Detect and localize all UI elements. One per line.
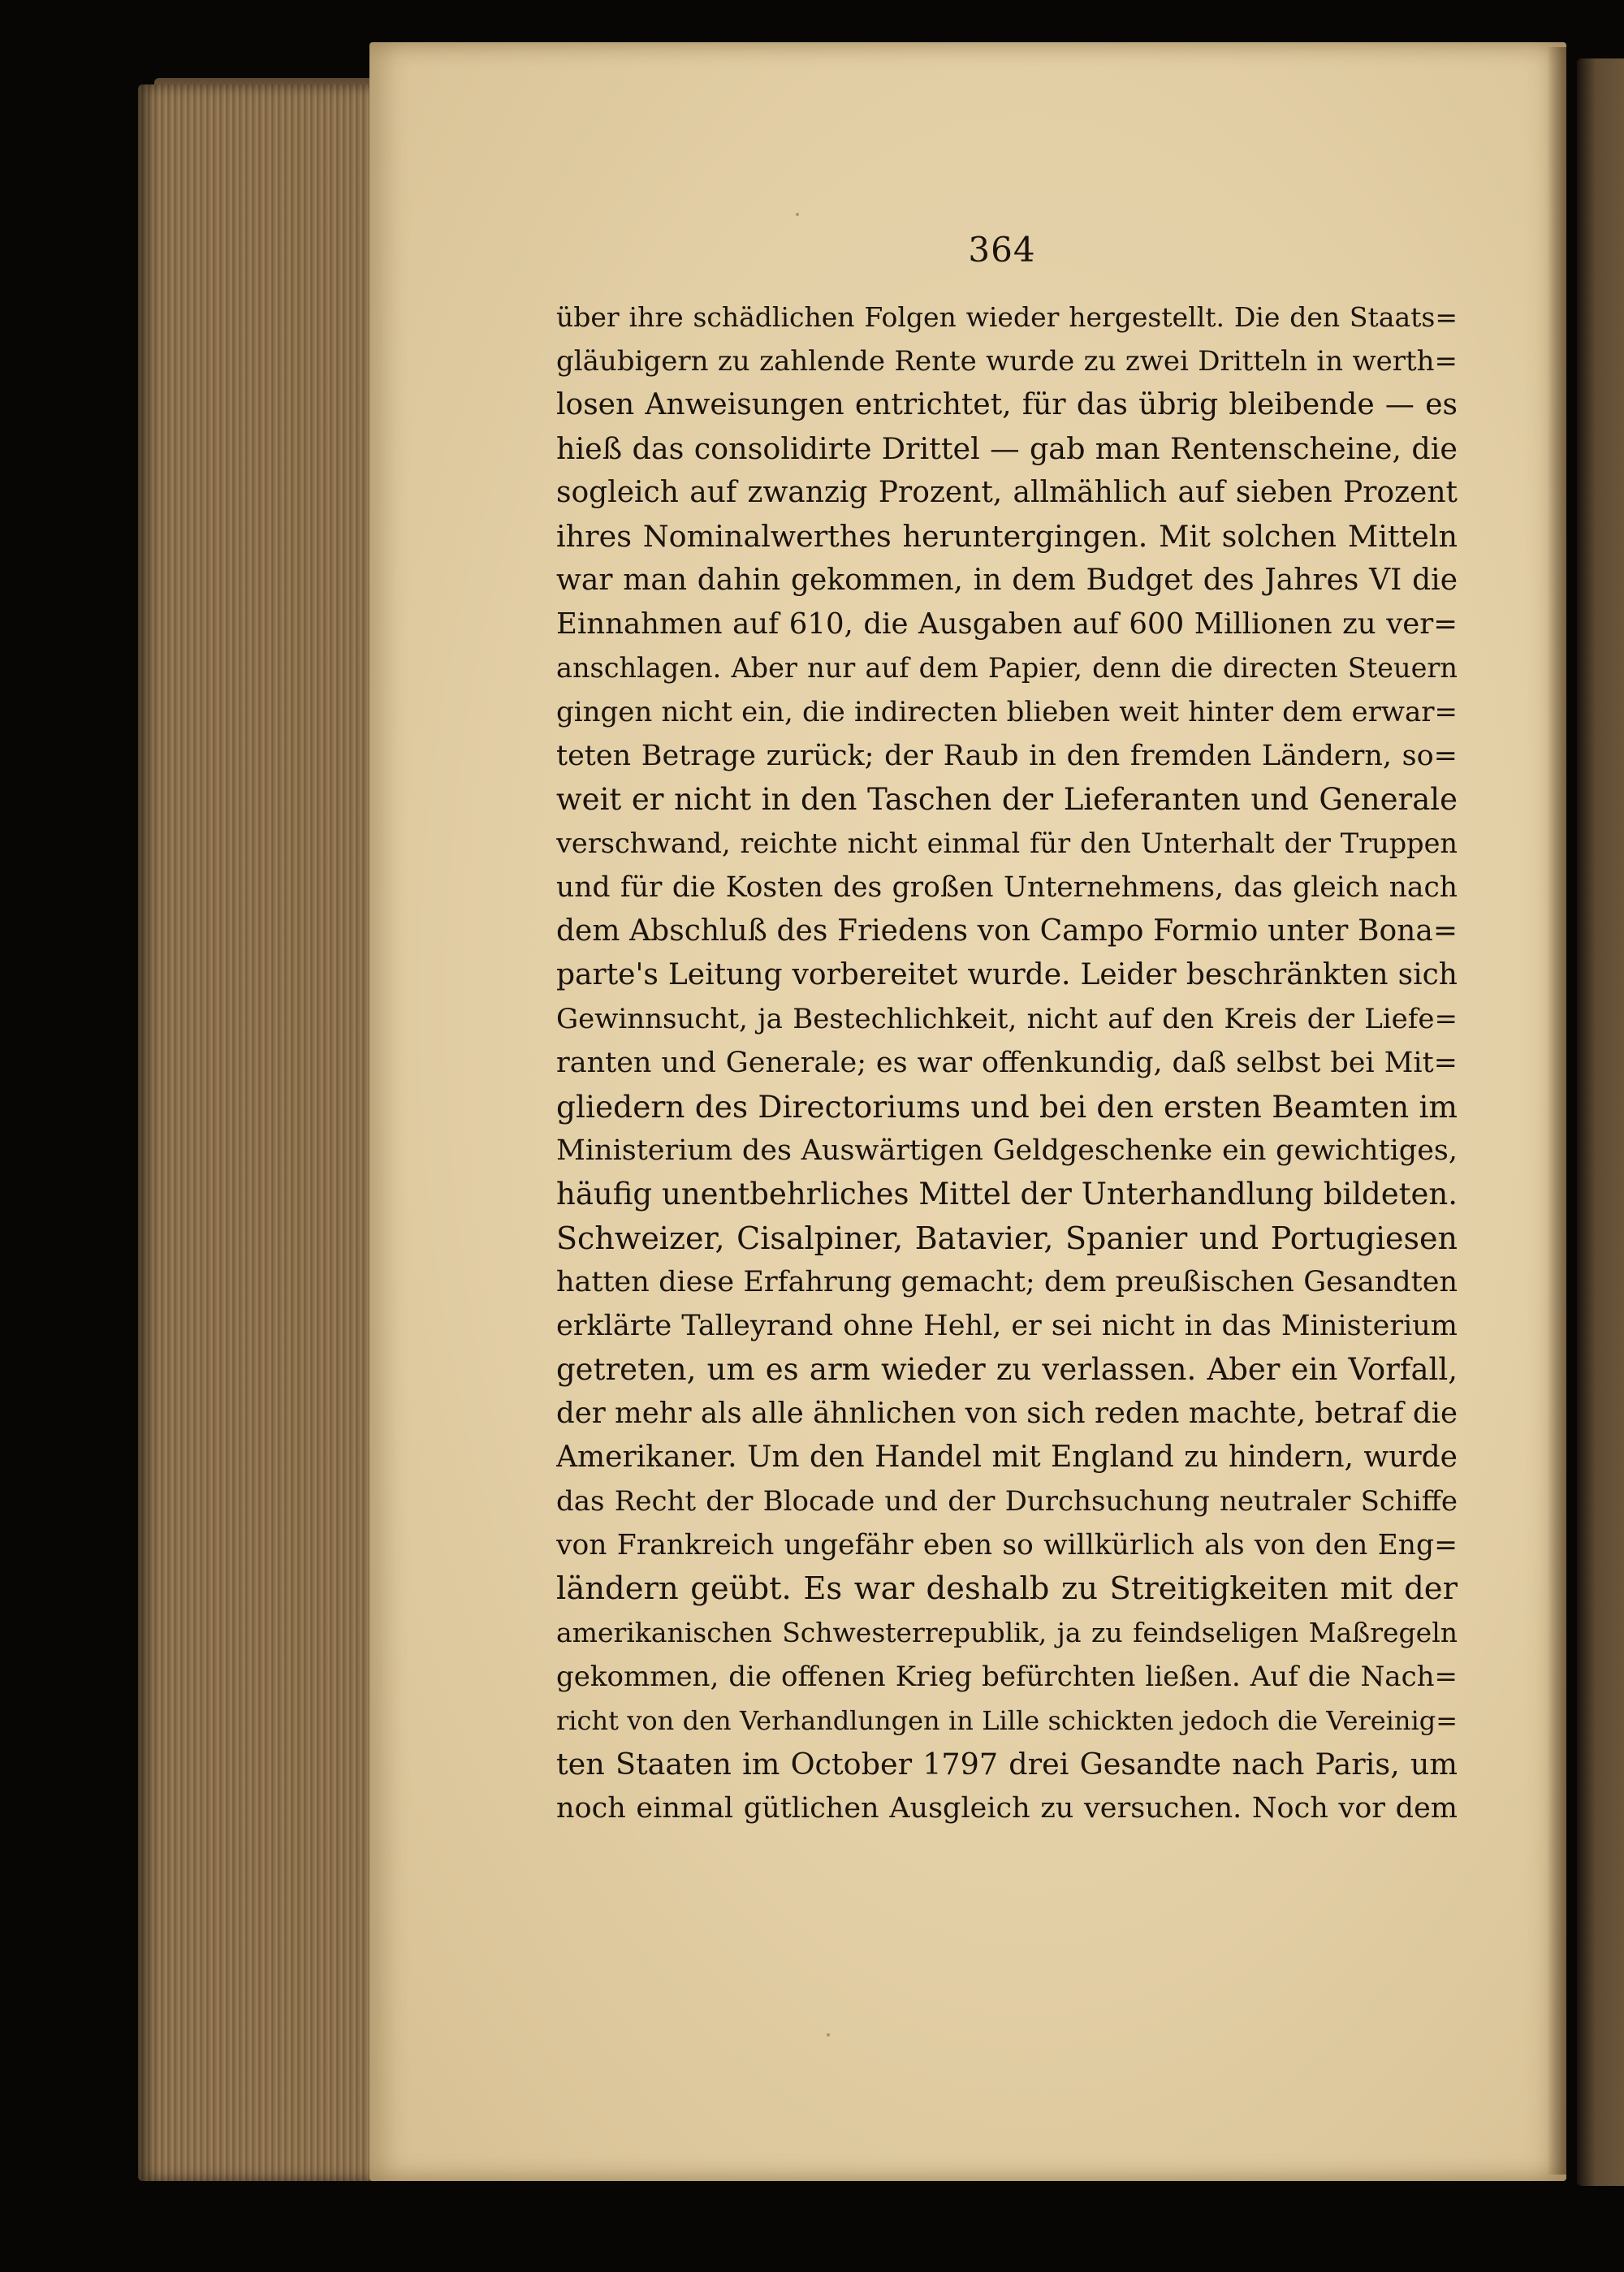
paper-speck [796, 213, 799, 216]
text-line: und für die Kosten des großen Unternehmens, das gleich nach [556, 871, 1458, 904]
text-line: richt von den Verhandlungen in Lille schickten jedoch die Vereinig= [556, 1705, 1458, 1736]
text-line: parte's Leitung vorbereitet wurde. Leider beschränkten sich [556, 958, 1458, 991]
text-line: Schweizer, Cisalpiner, Batavier, Spanier und Portugiesen [556, 1220, 1458, 1256]
text-line: Ministerium des Auswärtigen Geldgeschenke ein gewichtiges, [556, 1134, 1458, 1167]
text-line: über ihre schädlichen Folgen wieder hergestellt. Die den Staats= [556, 301, 1458, 333]
text-line: der mehr als alle ähnlichen von sich reden machte, betraf die [556, 1397, 1458, 1430]
text-line: noch einmal gütlichen Ausgleich zu versuchen. Noch vor dem [556, 1792, 1458, 1825]
text-line: war man dahin gekommen, in dem Budget des Jahres VI die [556, 564, 1458, 597]
text-line: gläubigern zu zahlende Rente wurde zu zwei Dritteln in werth= [556, 345, 1458, 378]
text-line: amerikanischen Schwesterrepublik, ja zu feindseligen Maßregeln [556, 1617, 1458, 1648]
text-line: anschlagen. Aber nur auf dem Papier, denn die directen Steuern [556, 652, 1458, 684]
paper-speck [827, 2033, 830, 2037]
text-line: verschwand, reichte nicht einmal für den Unterhalt der Truppen [556, 827, 1458, 859]
text-line: getreten, um es arm wieder zu verlassen. Aber ein Vorfall, [556, 1352, 1458, 1387]
text-line: weit er nicht in den Taschen der Lieferanten und Generale [556, 782, 1458, 817]
text-line: hatten diese Erfahrung gemacht; dem preußischen Gesandten [556, 1266, 1458, 1298]
text-line: von Frankreich ungefähr eben so willkürlich als von den Eng= [556, 1529, 1458, 1561]
text-line: dem Abschluß des Friedens von Campo Formio unter Bona= [556, 914, 1458, 948]
text-line: ranten und Generale; es war offenkundig, daß selbst bei Mit= [556, 1047, 1458, 1079]
page-stack-edge [138, 84, 382, 2181]
text-line: teten Betrage zurück; der Raub in den fremden Ländern, so= [556, 740, 1458, 772]
body-text [556, 296, 1458, 1830]
text-line: ten Staaten im October 1797 drei Gesandte nach Paris, um [556, 1747, 1458, 1782]
text-line: Einnahmen auf 610, die Ausgaben auf 600 Millionen zu ver= [556, 607, 1458, 641]
page-number: 364 [968, 230, 1036, 270]
text-line: ländern geübt. Es war deshalb zu Streitigkeiten mit der [556, 1570, 1458, 1607]
text-line: Amerikaner. Um den Handel mit England zu hindern, wurde [556, 1441, 1458, 1474]
text-line: gekommen, die offenen Krieg befürchten ließen. Auf die Nach= [556, 1661, 1458, 1693]
text-line: erklärte Talleyrand ohne Hehl, er sei nicht in das Ministerium [556, 1310, 1458, 1342]
text-line: ihres Nominalwerthes heruntergingen. Mit solchen Mitteln [556, 519, 1458, 554]
text-line: sogleich auf zwanzig Prozent, allmählich auf sieben Prozent [556, 476, 1458, 509]
page-gutter-shadow [1547, 47, 1566, 2175]
facing-page-edge [1577, 58, 1624, 2186]
text-line: losen Anweisungen entrichtet, für das übrig bleibende — es [556, 388, 1458, 421]
text-line: Gewinnsucht, ja Bestechlichkeit, nicht auf den Kreis der Liefe= [556, 1003, 1458, 1035]
text-line: gingen nicht ein, die indirecten blieben weit hinter dem erwar= [556, 696, 1458, 728]
text-line: das Recht der Blocade und der Durchsuchung neutraler Schiffe [556, 1485, 1458, 1518]
text-line: gliedern des Directoriums und bei den ersten Beamten im [556, 1089, 1458, 1125]
text-line: hieß das consolidirte Drittel — gab man Rentenscheine, die [556, 431, 1458, 466]
text-line: häufig unentbehrliches Mittel der Unterhandlung bildeten. [556, 1177, 1458, 1212]
